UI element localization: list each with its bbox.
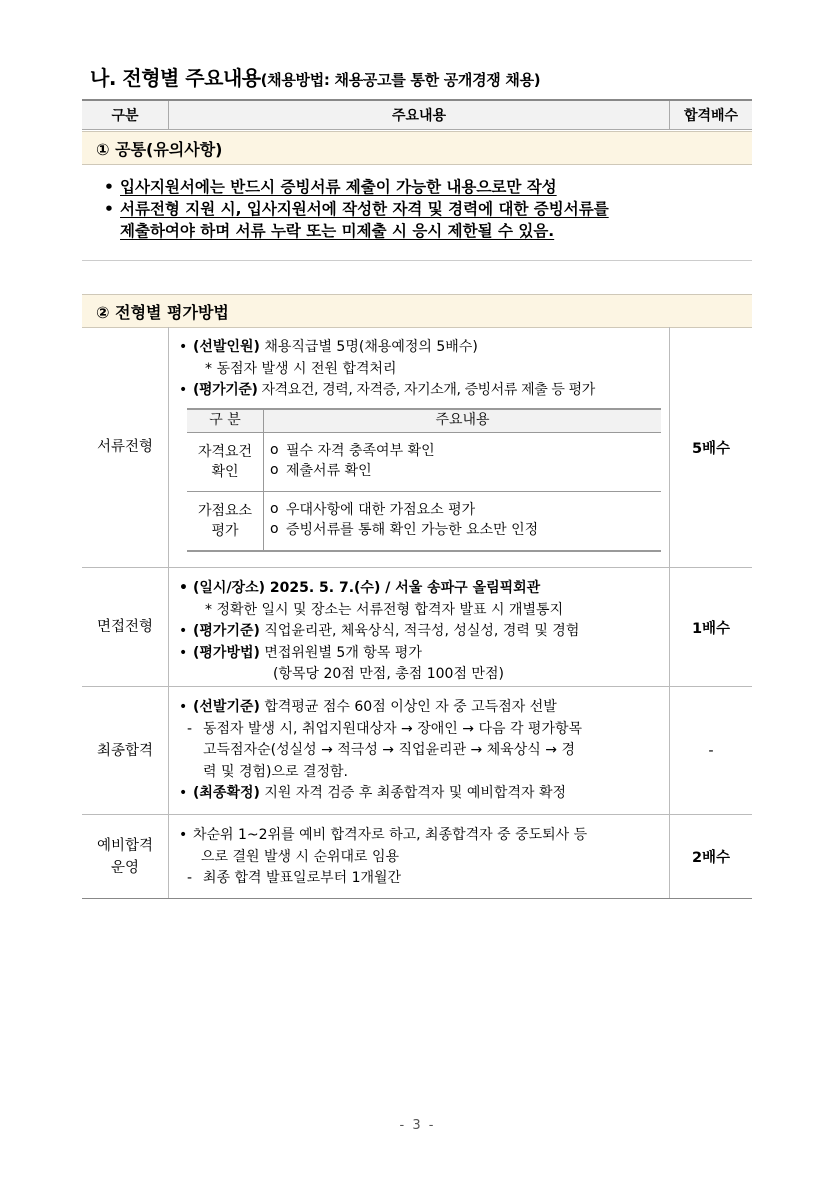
criteria-subtable: 구 분 주요내용 자격요건 확인 o 필수 자격 충족여부 확인 o 제출서류 확인 가점요소 평가 o 우대사항에 대한 가점요소 평가 o 증빙서류를 통해 확인 가능한 요소만 인정 — [187, 408, 661, 552]
page-number: - 3 - — [399, 1118, 436, 1133]
section-evaluation-heading: ② 전형별 평가방법 — [82, 294, 752, 328]
table-row-interview — [82, 567, 752, 686]
table-row-document-screening — [82, 327, 752, 567]
row-content: • 차순위 1~2위를 예비 합격자로 하고, 최종합격자 중 중도퇴사 등 으로 결원 발생 시 순위대로 임용 - 최종 합격 발표일로부터 1개월간 — [169, 815, 670, 898]
section-common-heading: ① 공통(유의사항) — [82, 131, 752, 165]
page-title — [90, 62, 540, 91]
row-content: • (선발기준) 합격평균 점수 60점 이상인 자 중 고득점자 선발 - 동점자 발생 시, 취업지원대상자 → 장애인 → 다음 각 평가항목 고득점자순(성실성 → 적극성 → 직업윤리관 → 체육상식 → 경 력 및 경험)으로 결정함. • (최종확정) 지원 자격 검증 후 최종합격자 및 예비합격자 확정 — [169, 687, 670, 814]
row-multiplier: 1배수 — [691, 620, 731, 637]
row-multiplier: 5배수 — [691, 440, 731, 457]
table-row-final-pass — [82, 686, 752, 814]
header-multiplier: 합격배수 — [683, 108, 739, 124]
row-content: • (선발인원) 채용직급별 5명(채용예정의 5배수) * 동점자 발생 시 전원 합격처리 • (평가기준) 자격요건, 경력, 자격증, 자기소개, 증빙서류 제출 등 평가 구 분 주요내용 자격요건 확인 o 필수 자격 충족여부 확인 o 제출서류 확인 가점요소 평가 o 우대사항에 대한 가점요소 평가 o 증빙서류를 통해 확인 가능한 요소만 인정 — [169, 327, 670, 567]
subtable-row: 자격요건 확인 o 필수 자격 충족여부 확인 o 제출서류 확인 — [187, 433, 661, 491]
note-item: • 입사지원서에는 반드시 증빙서류 제출이 가능한 내용으로만 작성 — [100, 176, 752, 198]
header-category: 구분 — [82, 101, 169, 129]
table-header — [82, 99, 752, 130]
row-multiplier: - — [708, 742, 714, 759]
common-notes — [100, 176, 752, 242]
row-content: • (일시/장소) 2025. 5. 7.(수) / 서울 송파구 올림픽회관 * 정확한 일시 및 장소는 서류전형 합격자 발표 시 개별통지 • (평가기준) 직업윤리관, 체육상식, 적극성, 성실성, 경력 및 경험 • (평가방법) 면접위원별 5개 항목 평가 (항목당 20점 만점, 총점 100점 만점) — [169, 568, 670, 686]
header-content: 주요내용 — [169, 101, 670, 129]
subtable-row: 가점요소 평가 o 우대사항에 대한 가점요소 평가 o 증빙서류를 통해 확인 가능한 요소만 인정 — [187, 491, 661, 550]
table-row-reserve — [82, 814, 752, 898]
row-label: 면접전형 — [82, 568, 169, 686]
row-label: 서류전형 — [82, 327, 169, 567]
divider — [82, 260, 752, 261]
row-label: 최종합격 — [82, 687, 169, 814]
note-item: • 서류전형 지원 시, 입사지원서에 작성한 자격 및 경력에 대한 증빙서류를 제출하여야 하며 서류 누락 또는 미제출 시 응시 제한될 수 있음. — [100, 198, 752, 242]
row-multiplier: 2배수 — [691, 850, 731, 866]
row-label: 예비합격 운영 — [82, 815, 169, 898]
evaluation-table — [82, 327, 752, 899]
title-sub: (채용방법: 채용공고를 통한 공개경쟁 채용) — [260, 71, 541, 89]
title-main: 나. 전형별 주요내용 — [90, 66, 261, 90]
